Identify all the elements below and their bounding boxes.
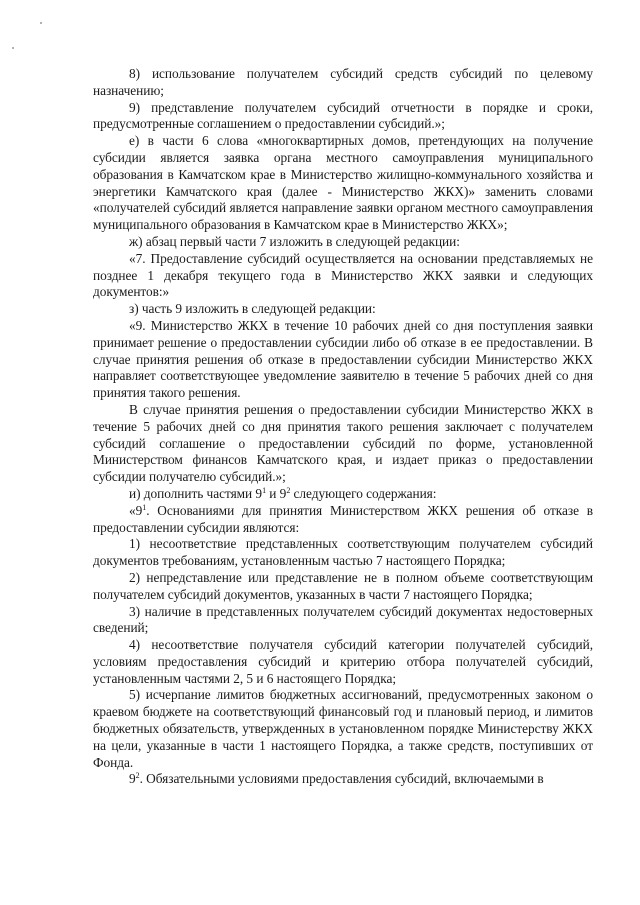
paragraph-amend-i [93,486,593,503]
paragraph-amend-zh: ж) абзац первый части 7 изложить в следующей редакции: [129,233,460,249]
document-body [93,66,593,788]
paragraph-reason-2: 2) непредставление или представление не в полном объеме соответствующим получателем субсидий документов, указанных в части 7 настоящего Порядка; [93,569,593,602]
paragraph-item-8: 8) использование получателем субсидий средств субсидий по целевому назначению; [93,66,593,98]
paragraph-amend-z: з) часть 9 изложить в следующей редакции: [129,301,376,317]
text-span: 9 [129,771,136,787]
paragraph-part-9: «9. Министерство ЖКХ в течение 10 рабочих дней со дня поступления заявки принимает решение о предоставлении субсидии либо об отказе в ее предоставлении. В случае принятия решения об отказе в предоставлении субсидии Министерство ЖКХ направляет соответствующее уведомление заявителю в течение 5 рабочих дней со дня принятия такого решения. [93,317,593,401]
paragraph-part-7: «7. Предоставление субсидий осуществляется на основании представляемых не позднее 1 декабря текущего года в Министерство ЖКХ заявки и следующих документов:» [93,250,593,300]
superscript: 1 [262,485,267,495]
text-span: . Обязательными условиями предоставления субсидий, включаемыми в [139,771,544,787]
superscript: 2 [286,485,291,495]
paragraph-reason-1: 1) несоответствие представленных соответствующим получателем субсидий документов требованиям, установленным частью 7 настоящего Порядка; [93,536,593,569]
paragraph-reason-3: 3) наличие в представленных получателем субсидий документах недостоверных сведений; [93,603,593,636]
scan-speck [12,47,14,49]
paragraph-reason-4: 4) несоответствие получателя субсидий категории получателей субсидий, условиям предоставления субсидий и критерию отбора получателей субсидий, установленным частями 2, 5 и 6 настоящего Порядка; [93,637,593,686]
paragraph-part-9-1 [93,503,593,537]
paragraph-part-9-cont: В случае принятия решения о предоставлении субсидии Министерство ЖКХ в течение 5 рабочих дней со дня принятия такого решения заключает с получателем субсидий соглашение о предоставлении субсидий по форме, установленной Министерством финансов Камчатского края, и издает приказ о предоставлении субсидии получателю субсидий.»; [93,401,593,485]
text-span: . Основаниями для принятия Министерством ЖКХ решения об отказе в предоставлении субсидии являются: [93,502,593,535]
paragraph-item-9: 9) представление получателем субсидий отчетности в порядке и сроки, предусмотренные соглашением о предоставлении субсидий.»; [93,99,593,132]
scan-speck [40,22,42,24]
text-span: следующего содержания: [290,485,437,501]
text-span: и 9 [266,485,287,501]
text-span: «9 [129,502,143,518]
paragraph-amend-e: е) в части 6 слова «многоквартирных домов, претендующих на получение субсидии является заявка органа местного самоуправления муниципального образования в Камчатском крае в Министерство жилищно-коммунального хозяйства и энергетики Камчатского края (далее - Министерство ЖКХ)» заменить словами «получателей субсидий является направление заявки органом местного самоуправления муниципального образования в Камчатском крае в Министерство ЖКХ»; [93,133,593,233]
paragraph-part-9-2 [93,771,593,788]
superscript: 1 [142,502,147,512]
text-span: и) дополнить частями 9 [129,485,263,501]
paragraph-reason-5: 5) исчерпание лимитов бюджетных ассигнований, предусмотренных законом о краевом бюджете на соответствующий финансовый год и плановый период, и лимитов бюджетных обязательств, утвержденных в установленном порядке Министерству ЖКХ на цели, указанные в части 1 настоящего Порядка, а также средств, поступивших от Фонда. [93,687,593,770]
superscript: 2 [135,771,140,781]
